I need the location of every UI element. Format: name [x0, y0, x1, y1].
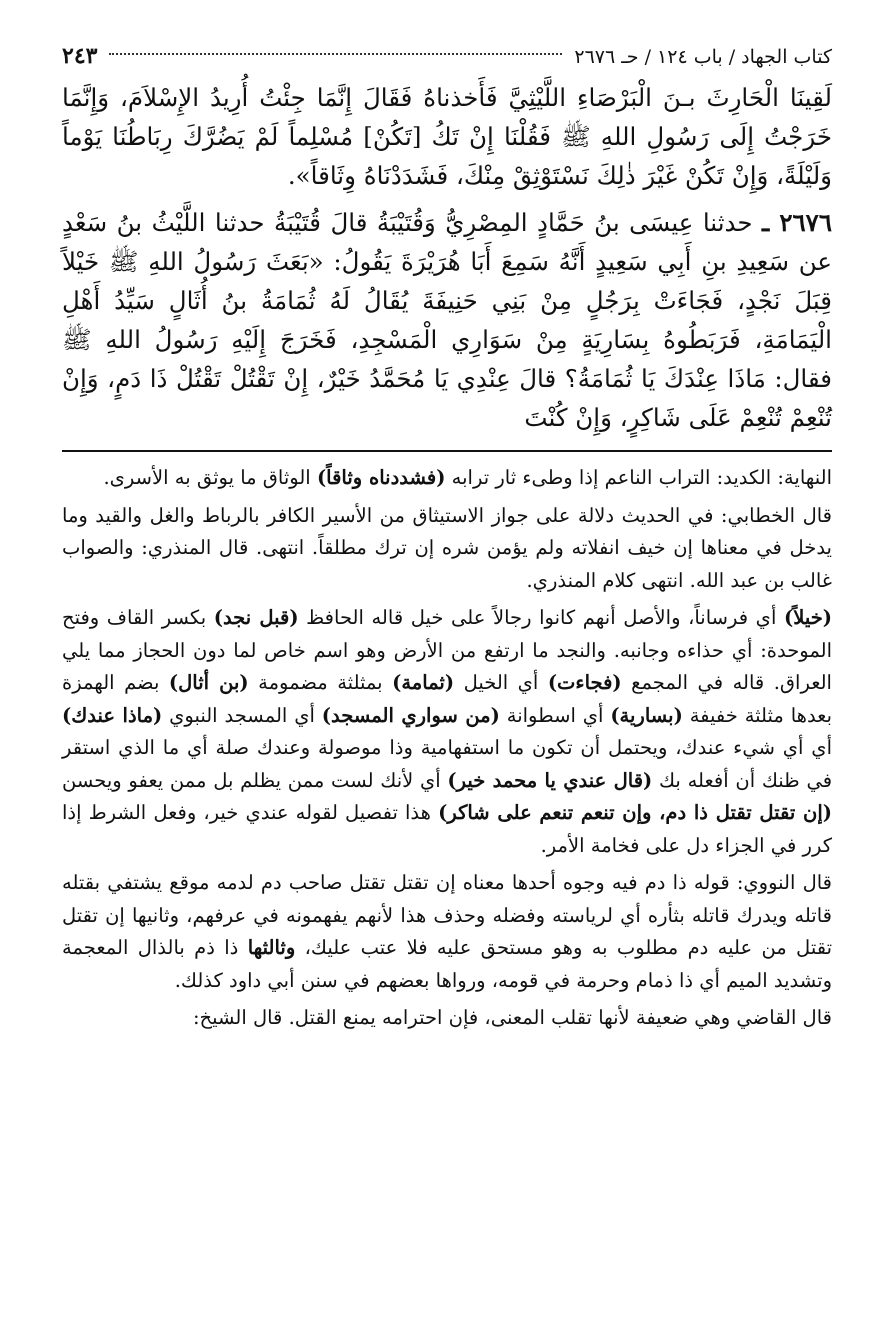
quoted-phrase: (إن تقتل تقتل ذا دم، وإن تنعم تنعم على شاكر)	[438, 801, 833, 824]
commentary-note-3	[62, 602, 832, 862]
commentary-note-5: قال القاضي وهي ضعيفة لأنها تقلب المعنى، فإن احترامه يمنع القتل. قال الشيخ:	[192, 1006, 832, 1029]
quoted-phrase: (ثمامة)	[392, 671, 455, 694]
note-text: بكسر القاف وفتح الموحدة: أي حذاءه وجانبه. والنجد ما ارتفع من الأرض وهو اسم خاص لما دون الحجاز مما يلي العراق. قاله في المجمع	[62, 606, 832, 694]
note-text: بمثلثة مضمومة	[258, 671, 383, 694]
note-text: أي أي شيء عندك، ويحتمل أن تكون ما استفهامية وذا موصولة وعندك صلة أي ما الذي استقر في ظنك أن أفعله بك	[62, 736, 833, 792]
page-number: ٢٤٣	[62, 43, 98, 69]
hadith-continuation: لَقِينَا الْحَارِثَ بـنَ الْبَرْصَاءِ اللَّيْثِيَّ فَأَخذناهُ فَقَالَ إِنَّمَا جِئْتُ أُرِيدُ الإِسْلاَمَ، وَإِنَّمَا خَرَجْتُ إِلَى رَسُولِ اللهِ ﷺ فَقُلْنَا إِنْ تَكُ [تَكُنْ] مُسْلِماً لَمْ يَضُرَّكَ رِبَاطُنَا يَوْماً وَلَيْلَةً، وَإِنْ تَكُنْ غَيْرَ ذٰلِكَ نَسْتَوْثِقْ مِنْكَ، فَشَدَدْنَاهُ وِثَاقاً».	[62, 83, 832, 190]
running-header	[62, 40, 832, 72]
note-text: ذا ذم بالذال المعجمة وتشديد الميم أي ذا ذمام وحرمة في قومه، ورواها بعضهم في سنن أبي داود كذلك.	[62, 936, 832, 992]
note-text: الوثاق ما يوثق به الأسرى.	[103, 466, 311, 489]
quoted-phrase: وثالثها	[247, 936, 296, 959]
note-text: قال النووي: قوله ذا دم فيه وجوه أحدها معناه إن تقتل تقتل صاحب دم لدمه موقع يشتفي بقتله قاتله ويدرك قاتله بثأره أي لرياسته وفضله وحذف هذا لأنهم يفهمونه في عرفهم، وثانيها إن تقتل تقتل من عليه دم مطلوب به وهو مستحق عليه فلا عتب عليك،	[62, 871, 833, 959]
commentary-note-1	[62, 462, 832, 495]
hadith-body: حدثنا عِيسَى بنُ حَمَّادٍ المِصْرِيُّ وَقُتَيْبَةُ قالَ قُتَيْبَةُ حدثنا اللَّيْثُ بنُ سَعْدٍ عن سَعِيدِ بنِ أَبِي سَعِيدٍ أَنَّهُ سَمِعَ أَبَا هُرَيْرَةَ يَقُولُ: «بَعَثَ رَسُولُ اللهِ ﷺ خَيْلاً قِبَلَ نَجْدٍ، فَجَاءَتْ بِرَجُلٍ مِنْ بَنِي حَنِيفَةَ يُقَالُ لَهُ ثُمَامَةُ بنُ أُثَالٍ سَيِّدُ أَهْلِ الْيَمَامَةِ، فَرَبَطُوهُ بِسَارِيَةٍ مِنْ سَوَارِي الْمَسْجِدِ، فَخَرَجَ إِلَيْهِ رَسُولُ اللهِ ﷺ فقال: مَاذَا عِنْدَكَ يَا ثُمَامَةُ؟ قالَ عِنْدِي يَا مُحَمَّدُ خَيْرٌ، إِنْ تَقْتُلْ تَقْتُلْ ذَا دَمٍ، وَإِنْ تُنْعِمْ تُنْعِمْ عَلَى شَاكِرٍ، وَإِنْ كُنْتَ	[62, 208, 832, 432]
note-text: أي الخيل	[463, 671, 539, 694]
footnote-divider	[62, 450, 832, 452]
note-text: أي لأنك لست ممن يظلم بل ممن يعفو ويحسن	[62, 768, 441, 792]
hadith-text	[62, 78, 832, 437]
book-page	[62, 40, 832, 1040]
hadith-2676	[62, 203, 832, 437]
quoted-phrase: (قال عندي يا محمد خير)	[447, 768, 653, 792]
quoted-phrase: (خيلاً)	[783, 606, 832, 629]
hadith-number: ٢٦٧٦ ـ	[761, 208, 832, 237]
quoted-phrase: (فشددناه وثاقاً)	[316, 466, 446, 489]
quoted-phrase: (بن أثال)	[168, 671, 249, 694]
note-text: أي فرساناً، والأصل أنهم كانوا رجالاً على خيل قاله الحافظ	[306, 606, 777, 629]
quoted-phrase: (بسارية)	[610, 703, 683, 727]
quoted-phrase: (قبل نجد)	[213, 606, 299, 629]
quoted-phrase: (ماذا عندك)	[62, 703, 163, 727]
note-text: أي اسطوانة	[506, 703, 604, 727]
note-text: النهاية: الكديد: التراب الناعم إذا وطىء ثار ترابه	[451, 466, 832, 489]
commentary	[62, 462, 832, 1035]
commentary-note-4	[62, 867, 832, 997]
running-title: كتاب الجهاد / باب ١٢٤ / حـ ٢٦٧٦	[574, 46, 832, 68]
commentary-note-2: قال الخطابي: في الحديث دلالة على جواز الاستيثاق من الأسير الكافر بالرباط والغل والقيد وما يدخل في معناها إن خيف انفلاته ولم يؤمن شره إن ترك مطلقاً. انتهى. قال المنذري: والصواب غالب بن عبد الله. انتهى كلام المنذري.	[62, 503, 832, 592]
quoted-phrase: (فجاءت)	[547, 671, 622, 694]
quoted-phrase: (من سواري المسجد)	[321, 703, 500, 727]
note-text: أي المسجد النبوي	[169, 703, 315, 727]
note-text: بضم الهمزة بعدها مثلثة خفيفة	[62, 671, 833, 727]
note-text: هذا تفصيل لقوله عندي خير، وفعل الشرط إذا كرر في الجزاء دل على فخامة الأمر.	[62, 801, 832, 857]
leader-dots	[109, 53, 562, 55]
